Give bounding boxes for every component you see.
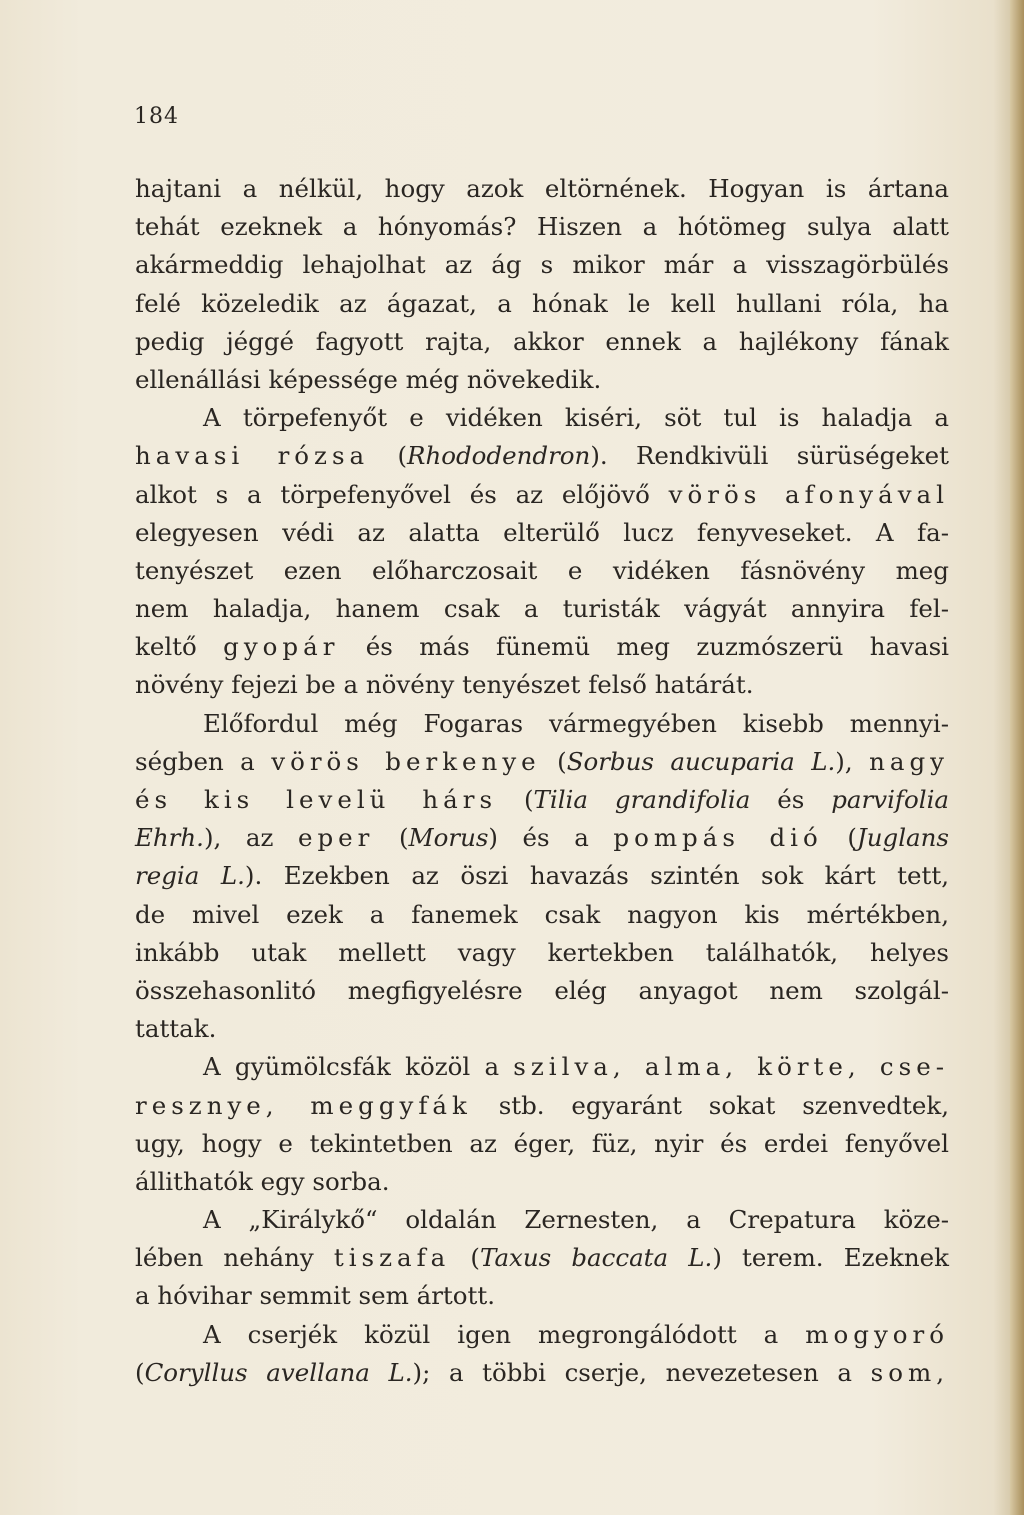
italic-span: Juglans xyxy=(856,823,949,853)
text-span: akármeddig lehajolhat az ág s mikor már a visszagörbülés xyxy=(135,250,949,280)
text-line xyxy=(135,208,949,246)
text-line xyxy=(135,170,949,208)
text-line xyxy=(135,1316,949,1354)
text-line xyxy=(135,361,949,399)
italic-span: regia L. xyxy=(135,861,245,891)
text-span: ségben a xyxy=(135,746,272,776)
text-line xyxy=(135,285,949,323)
text-line xyxy=(135,514,949,552)
text-span: ), xyxy=(835,746,870,776)
text-span: és más fünemü meg zuzmószerü havasi xyxy=(339,632,949,662)
text-span: de mivel ezek a fanemek csak nagyon kis mértékben, xyxy=(135,899,949,929)
text-line xyxy=(135,896,949,934)
text-line xyxy=(135,552,949,590)
text-span: tehát ezeknek a hónyomás? Hiszen a hótömeg sulya alatt xyxy=(135,212,949,242)
text-line xyxy=(135,1048,949,1086)
page-edge xyxy=(1010,0,1024,1515)
text-span: ) és a xyxy=(488,823,614,853)
text-line xyxy=(135,1239,949,1277)
text-line xyxy=(135,972,949,1010)
italic-span: Rhododendron xyxy=(407,441,591,471)
text-span: ugy, hogy e tekintetben az éger, füz, nyir és erdei fenyővel xyxy=(135,1128,949,1158)
text-line xyxy=(135,743,949,781)
text-span: felé közeledik az ágazat, a hónak le kell hullani róla, ha xyxy=(135,288,949,318)
spaced-emphasis: szilva, alma, körte, cse- xyxy=(513,1052,949,1082)
text-span: A cserjék közül igen megrongálódott a xyxy=(203,1319,806,1349)
text-line xyxy=(135,323,949,361)
spaced-emphasis: vörös afonyával xyxy=(668,479,949,509)
text-line xyxy=(135,1354,949,1392)
text-line xyxy=(135,934,949,972)
text-span: ). Ezekben az öszi havazás szintén sok kárt tett, xyxy=(244,861,949,891)
text-span: állithatók egy sorba. xyxy=(135,1166,390,1196)
spaced-emphasis: pompás dió xyxy=(613,823,823,853)
text-span: stb. egyaránt sokat szenvedtek, xyxy=(471,1090,949,1120)
text-span: lében nehány xyxy=(135,1243,334,1273)
text-line xyxy=(135,628,949,666)
italic-span: Sorbus aucuparia L. xyxy=(566,746,836,776)
text-line xyxy=(135,857,949,895)
italic-span: Taxus baccata L. xyxy=(480,1243,713,1273)
text-span: Előfordul még Fogaras vármegyében kisebb mennyi- xyxy=(203,708,949,738)
text-span: pedig jéggé fagyott rajta, akkor ennek a hajlékony fának xyxy=(135,326,949,356)
text-span: alkot s a törpefenyővel és az előjövő xyxy=(135,479,669,509)
text-line xyxy=(135,666,949,704)
spaced-emphasis: eper xyxy=(297,823,375,853)
italic-span: Coryllus avellana L. xyxy=(144,1357,413,1387)
text-span: ( xyxy=(369,441,408,471)
text-span: tenyészet ezen előharczosait e vidéken fásnövény meg xyxy=(135,555,949,585)
text-line xyxy=(135,399,949,437)
body-text xyxy=(135,170,949,1392)
text-line xyxy=(135,437,949,475)
text-line xyxy=(135,246,949,284)
text-span: ( xyxy=(540,746,567,776)
text-span: A gyümölcsfák közöl a xyxy=(203,1052,514,1082)
text-line xyxy=(135,1201,949,1239)
text-span: tattak. xyxy=(135,1014,217,1044)
text-line xyxy=(135,476,949,514)
text-span: ( xyxy=(135,1357,145,1387)
text-span: ), az xyxy=(203,823,298,853)
spaced-emphasis: nagy xyxy=(869,746,949,776)
spaced-emphasis: resznye, meggyfák xyxy=(135,1090,472,1120)
italic-span: Ehrh. xyxy=(135,823,204,853)
text-span: ). Rendkivüli sürüségeket xyxy=(590,441,949,471)
text-span: A „Királykő“ oldalán Zernesten, a Crepatura köze- xyxy=(203,1205,949,1235)
text-span: ) terem. Ezeknek xyxy=(712,1243,949,1273)
text-line xyxy=(135,1277,949,1315)
spaced-emphasis: tiszafa xyxy=(333,1243,451,1273)
spaced-emphasis: gyopár xyxy=(223,632,340,662)
text-line xyxy=(135,819,949,857)
text-line xyxy=(135,705,949,743)
text-line xyxy=(135,590,949,628)
text-span: növény fejezi be a növény tenyészet felső határát. xyxy=(135,670,754,700)
text-line xyxy=(135,781,949,819)
text-span: inkább utak mellett vagy kertekben találhatók, helyes xyxy=(135,937,949,967)
spaced-emphasis: som, xyxy=(870,1357,949,1387)
text-line xyxy=(135,1163,949,1201)
text-span: ( xyxy=(822,823,857,853)
text-line xyxy=(135,1010,949,1048)
text-line xyxy=(135,1125,949,1163)
italic-span: parvifolia xyxy=(831,785,950,814)
text-span: ); a többi cserje, nevezetesen a xyxy=(412,1357,871,1387)
text-span: hajtani a nélkül, hogy azok eltörnének. Hogyan is ártana xyxy=(135,174,949,203)
italic-span: Morus xyxy=(408,823,489,853)
text-span: a hóvihar semmit sem ártott. xyxy=(135,1281,495,1311)
text-span: keltő xyxy=(135,632,224,662)
text-span: ( xyxy=(374,823,409,853)
text-span: összehasonlitó megfigyelésre elég anyagot nem szolgál- xyxy=(135,975,949,1005)
text-span: A törpefenyőt e vidéken kiséri, söt tul is haladja a xyxy=(203,403,949,433)
spaced-emphasis: és kis levelü hárs xyxy=(135,785,498,814)
page-number: 184 xyxy=(134,104,179,129)
spaced-emphasis: havasi rózsa xyxy=(135,441,370,471)
text-span: ( xyxy=(450,1243,480,1273)
text-span: nem haladja, hanem csak a turisták vágyát annyira fel- xyxy=(135,594,949,624)
spaced-emphasis: mogyoró xyxy=(805,1319,949,1349)
italic-span: Tilia grandifolia xyxy=(533,785,751,814)
text-span: ( xyxy=(497,785,534,814)
text-line xyxy=(135,1087,949,1125)
text-span: elegyesen védi az alatta elterülő lucz fenyveseket. A fa- xyxy=(135,517,949,547)
text-span: ellenállási képessége még növekedik. xyxy=(135,364,602,394)
text-span: és xyxy=(750,785,832,814)
spaced-emphasis: vörös berkenye xyxy=(271,746,541,776)
